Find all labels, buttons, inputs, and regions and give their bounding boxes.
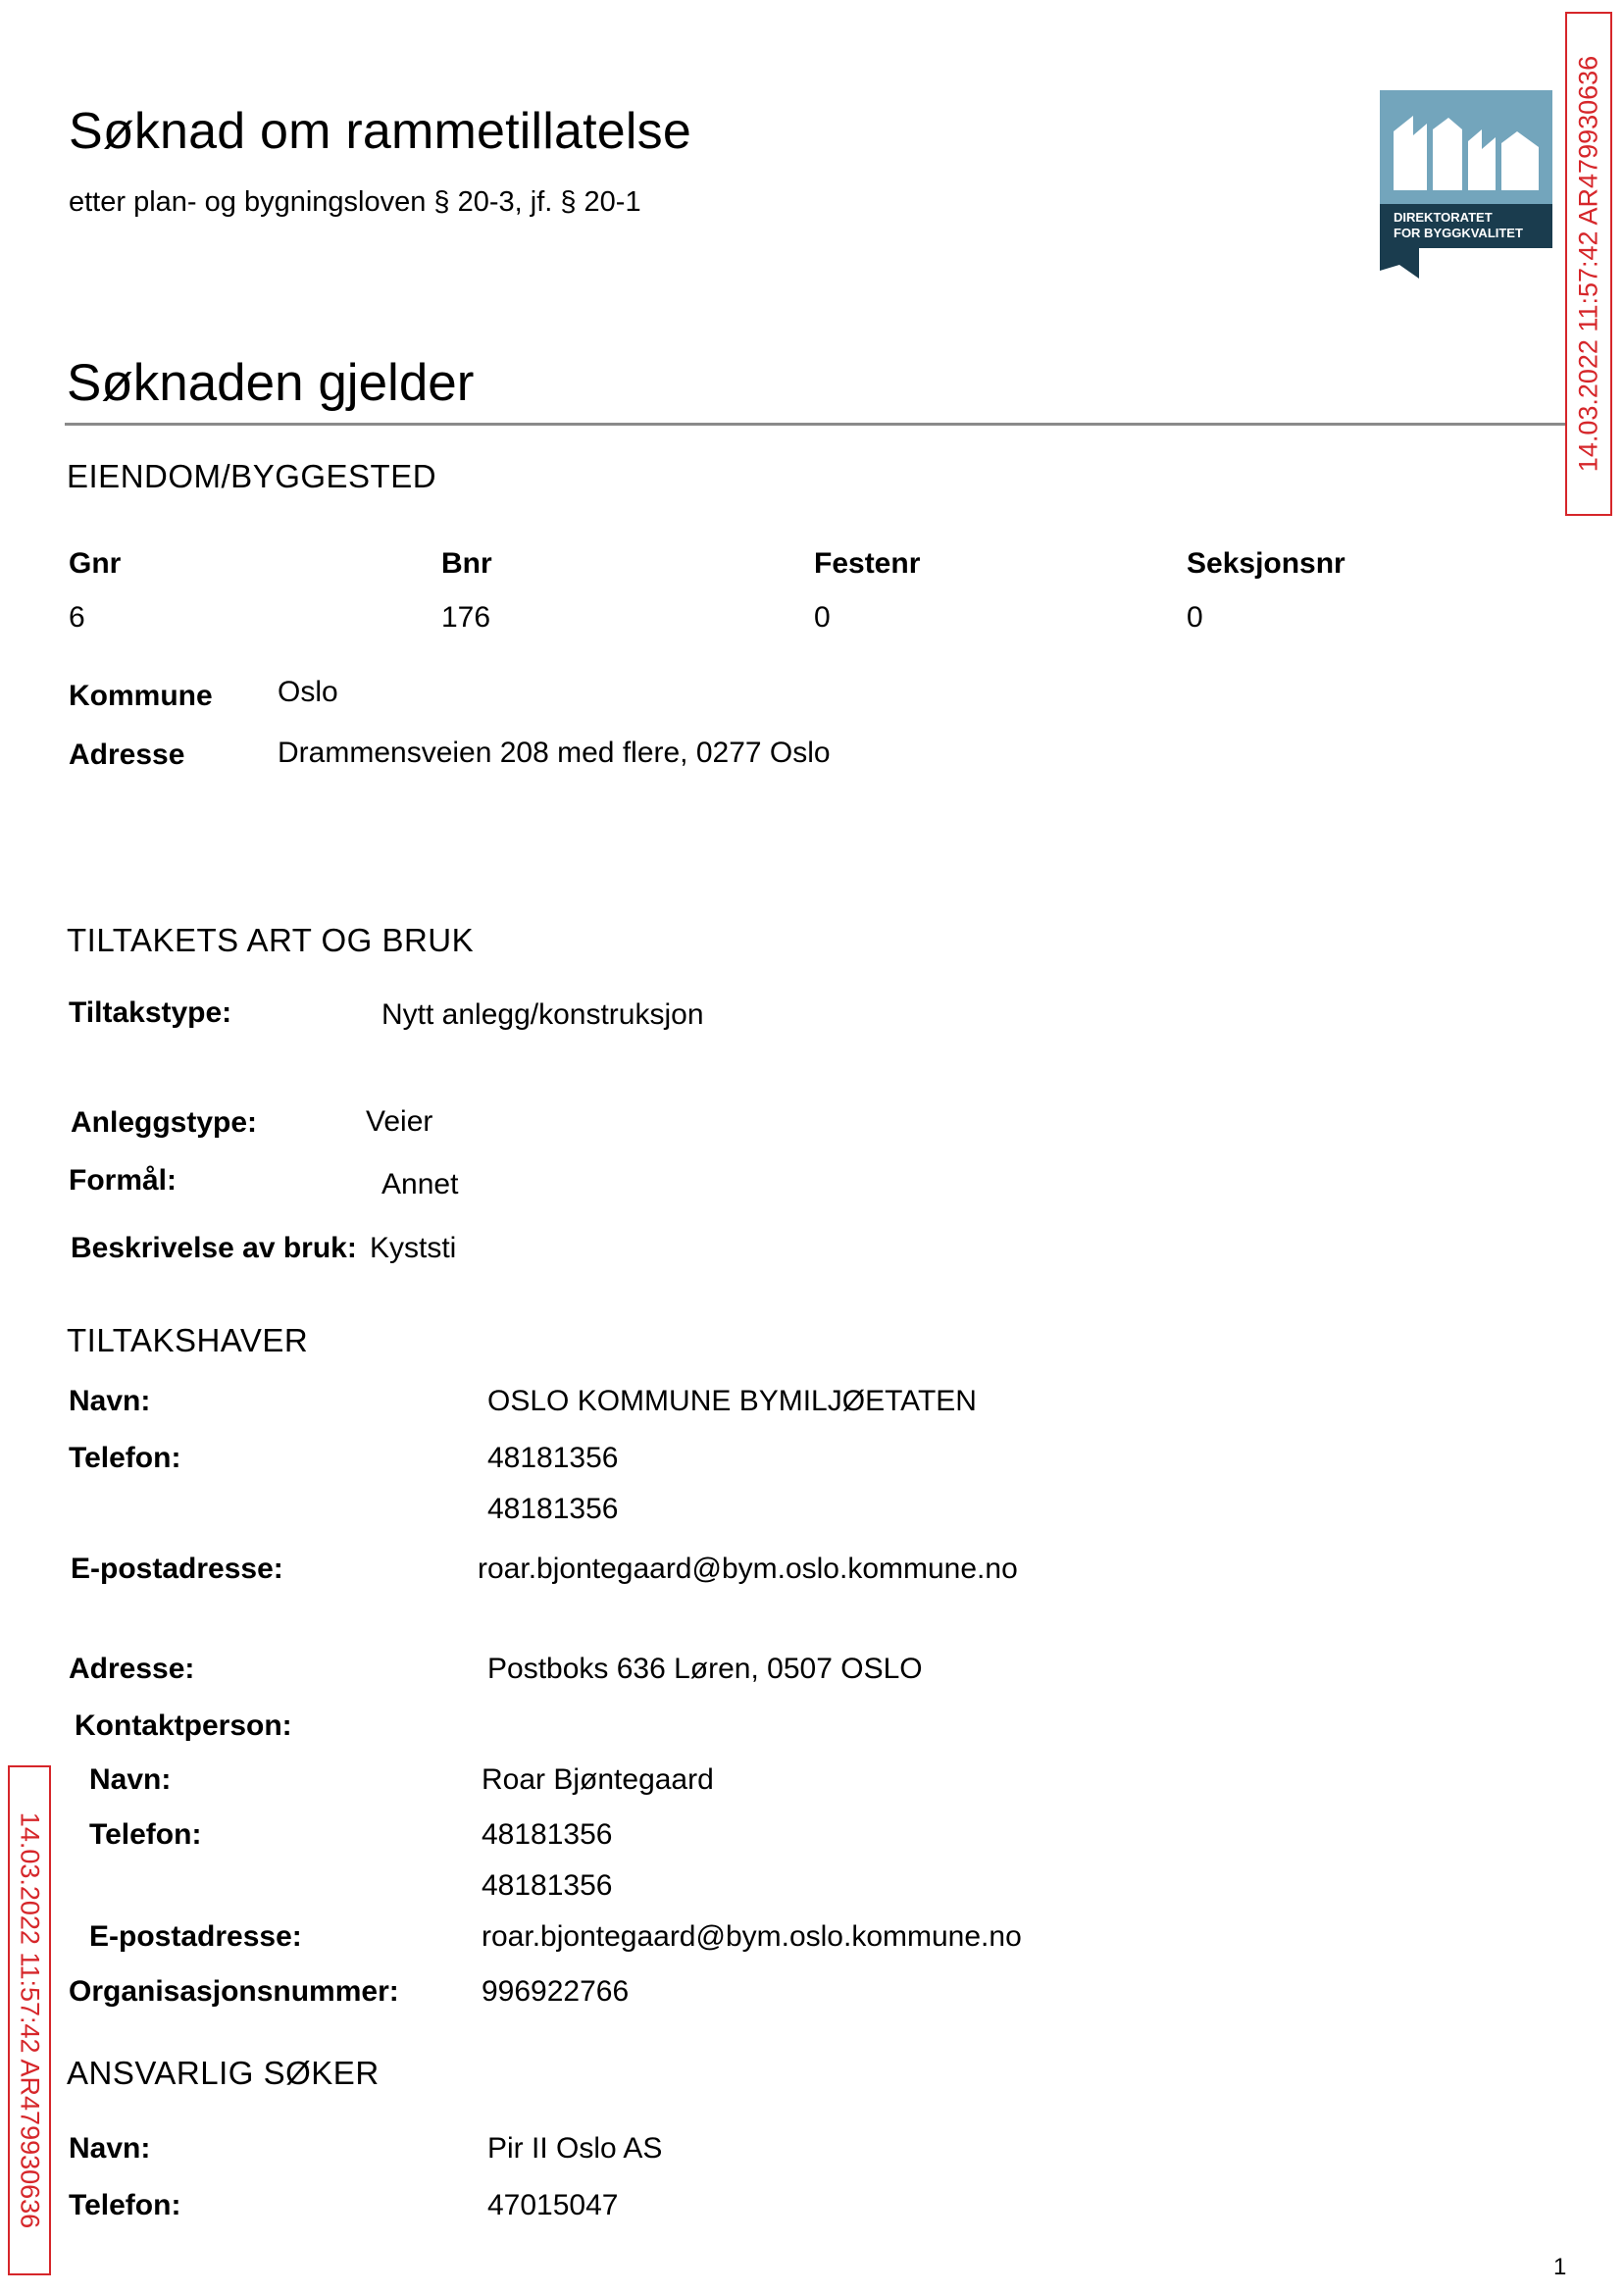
kommune-label: Kommune <box>69 680 213 712</box>
main-heading: Søknaden gjelder <box>67 354 475 412</box>
kontaktperson-telefon-value-1: 48181356 <box>482 1818 613 1851</box>
archive-stamp-left-text: 14.03.2022 11:57:42 AR479930636 <box>15 1811 45 2229</box>
section-heading-ansvarlig: ANSVARLIG SØKER <box>67 2055 380 2091</box>
anleggstype-label: Anleggstype: <box>71 1106 258 1139</box>
archive-stamp-right-text: 14.03.2022 11:57:42 AR479930636 <box>1573 55 1603 473</box>
beskrivelse-value: Kyststi <box>370 1232 457 1264</box>
tiltakshaver-epost-label: E-postadresse: <box>71 1553 283 1585</box>
dibk-logo-graphic <box>1380 90 1552 279</box>
heading-divider <box>65 423 1565 426</box>
tiltakshaver-adresse-label: Adresse: <box>69 1653 195 1685</box>
ansvarlig-navn-label: Navn: <box>69 2132 151 2165</box>
kontaktperson-navn-value: Roar Bjøntegaard <box>482 1763 714 1796</box>
section-heading-tiltakshaver: TILTAKSHAVER <box>67 1322 309 1358</box>
tiltakshaver-telefon-value-2: 48181356 <box>487 1493 619 1525</box>
page-number: 1 <box>1553 2254 1567 2280</box>
gnr-value: 6 <box>69 601 85 634</box>
dibk-logo <box>1380 90 1552 279</box>
archive-stamp-left <box>8 1765 51 2275</box>
orgnr-label: Organisasjonsnummer: <box>69 1975 399 2008</box>
orgnr-value: 996922766 <box>482 1975 630 2008</box>
seksjonsnr-label: Seksjonsnr <box>1187 547 1345 580</box>
anleggstype-value: Veier <box>366 1105 433 1138</box>
festenr-value: 0 <box>814 601 831 634</box>
kontaktperson-epost-label: E-postadresse: <box>89 1920 302 1953</box>
ansvarlig-telefon-value: 47015047 <box>487 2189 619 2221</box>
kontaktperson-label: Kontaktperson: <box>75 1709 292 1742</box>
adresse-value: Drammensveien 208 med flere, 0277 Oslo <box>278 737 831 769</box>
kontaktperson-navn-label: Navn: <box>89 1763 172 1796</box>
beskrivelse-label: Beskrivelse av bruk: <box>71 1232 357 1264</box>
tiltakshaver-navn-value: OSLO KOMMUNE BYMILJØETATEN <box>487 1385 977 1417</box>
kommune-value: Oslo <box>278 676 338 708</box>
document-subtitle: etter plan- og bygningsloven § 20-3, jf. § 20-1 <box>69 186 641 218</box>
tiltakshaver-navn-label: Navn: <box>69 1385 151 1417</box>
ansvarlig-navn-value: Pir II Oslo AS <box>487 2132 663 2165</box>
logo-text-line2: FOR BYGGKVALITET <box>1394 226 1523 240</box>
bnr-label: Bnr <box>441 547 492 580</box>
kontaktperson-epost-value: roar.bjontegaard@bym.oslo.kommune.no <box>482 1920 1022 1953</box>
festenr-label: Festenr <box>814 547 921 580</box>
archive-stamp-right <box>1565 12 1612 516</box>
formal-label: Formål: <box>69 1164 178 1197</box>
tiltakshaver-telefon-value-1: 48181356 <box>487 1442 619 1474</box>
seksjonsnr-value: 0 <box>1187 601 1203 634</box>
kontaktperson-telefon-label: Telefon: <box>89 1818 202 1851</box>
tiltakshaver-epost-value: roar.bjontegaard@bym.oslo.kommune.no <box>478 1553 1018 1585</box>
tiltakstype-value: Nytt anlegg/konstruksjon <box>381 998 704 1031</box>
kontaktperson-telefon-value-2: 48181356 <box>482 1869 613 1902</box>
bnr-value: 176 <box>441 601 491 634</box>
tiltakshaver-telefon-label: Telefon: <box>69 1442 181 1474</box>
section-heading-eiendom: EIENDOM/BYGGESTED <box>67 458 437 494</box>
ansvarlig-telefon-label: Telefon: <box>69 2189 181 2221</box>
tiltakshaver-adresse-value: Postboks 636 Løren, 0507 OSLO <box>487 1653 923 1685</box>
formal-value: Annet <box>381 1168 459 1200</box>
tiltakstype-label: Tiltakstype: <box>69 996 232 1029</box>
gnr-label: Gnr <box>69 547 122 580</box>
document-title: Søknad om rammetillatelse <box>69 103 691 160</box>
logo-text-line1: DIREKTORATET <box>1394 210 1493 225</box>
adresse-label: Adresse <box>69 739 185 771</box>
section-heading-tiltak: TILTAKETS ART OG BRUK <box>67 922 475 958</box>
